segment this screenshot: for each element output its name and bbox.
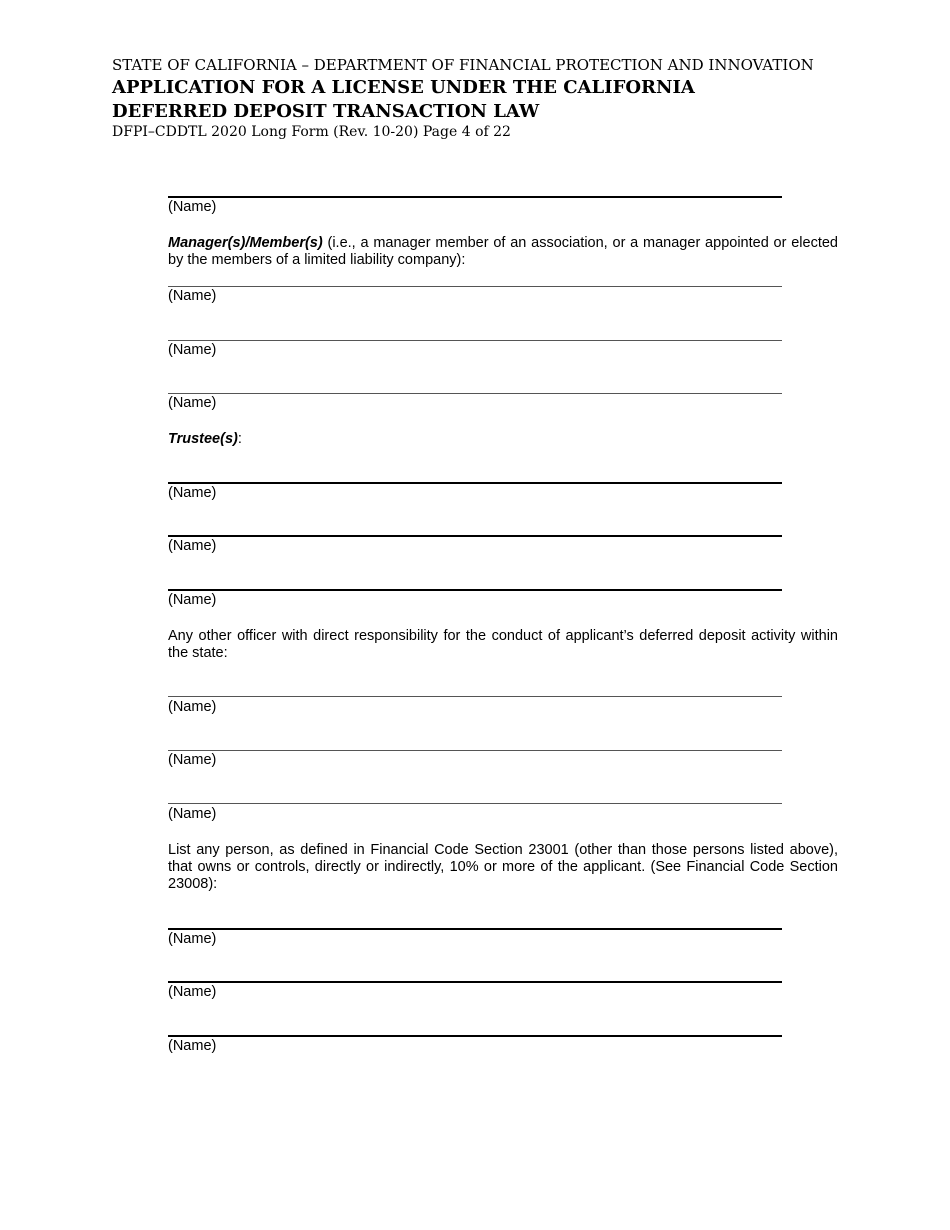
form-info: DFPI–CDDTL 2020 Long Form (Rev. 10-20) Page 4 of 22 [112, 124, 511, 140]
trustees-paragraph [168, 431, 838, 448]
other-officer-paragraph: Any other officer with direct responsibility for the conduct of applicant’s deferred deposit activity within the state: [168, 628, 838, 661]
owner-name-line-2[interactable] [168, 981, 782, 983]
officer-name-line-1[interactable] [168, 696, 782, 697]
trustee-name-line-1[interactable] [168, 482, 782, 484]
manager-name-line-1[interactable] [168, 286, 782, 287]
trustee-name-line-3[interactable] [168, 589, 782, 591]
name-label: (Name) [168, 1038, 217, 1054]
name-line[interactable] [168, 196, 782, 198]
name-label: (Name) [168, 538, 217, 554]
managers-text: (i.e., a manager member of an association, or a manager appointed or elected by the members of a limited liability company): [168, 235, 838, 268]
name-label: (Name) [168, 931, 217, 947]
owner-name-line-3[interactable] [168, 1035, 782, 1037]
owners-paragraph: List any person, as defined in Financial Code Section 23001 (other than those persons listed above), that owns or controls, directly or indirectly, 10% or more of the applicant. (See Financial Code Section 23008): [168, 842, 838, 892]
name-label: (Name) [168, 699, 217, 715]
agency-header: STATE OF CALIFORNIA – DEPARTMENT OF FINANCIAL PROTECTION AND INNOVATION [112, 56, 814, 74]
officer-name-line-2[interactable] [168, 750, 782, 751]
managers-paragraph [168, 235, 838, 269]
name-label: (Name) [168, 395, 217, 411]
name-label: (Name) [168, 592, 217, 608]
officer-name-line-3[interactable] [168, 803, 782, 804]
trustees-suffix: : [237, 431, 242, 447]
name-label: (Name) [168, 984, 217, 1000]
form-title-line1: APPLICATION FOR A LICENSE UNDER THE CALIFORNIA [112, 77, 695, 98]
name-label: (Name) [168, 288, 217, 304]
owner-name-line-1[interactable] [168, 928, 782, 930]
trustees-heading: Trustee(s) [168, 431, 238, 447]
managers-heading: Manager(s)/Member(s) [168, 235, 323, 251]
manager-name-line-2[interactable] [168, 340, 782, 341]
name-label: (Name) [168, 485, 217, 501]
name-label: (Name) [168, 806, 217, 822]
trustee-name-line-2[interactable] [168, 535, 782, 537]
form-title-line2: DEFERRED DEPOSIT TRANSACTION LAW [112, 101, 540, 122]
manager-name-line-3[interactable] [168, 393, 782, 394]
name-label: (Name) [168, 199, 217, 215]
name-label: (Name) [168, 342, 217, 358]
name-label: (Name) [168, 752, 217, 768]
